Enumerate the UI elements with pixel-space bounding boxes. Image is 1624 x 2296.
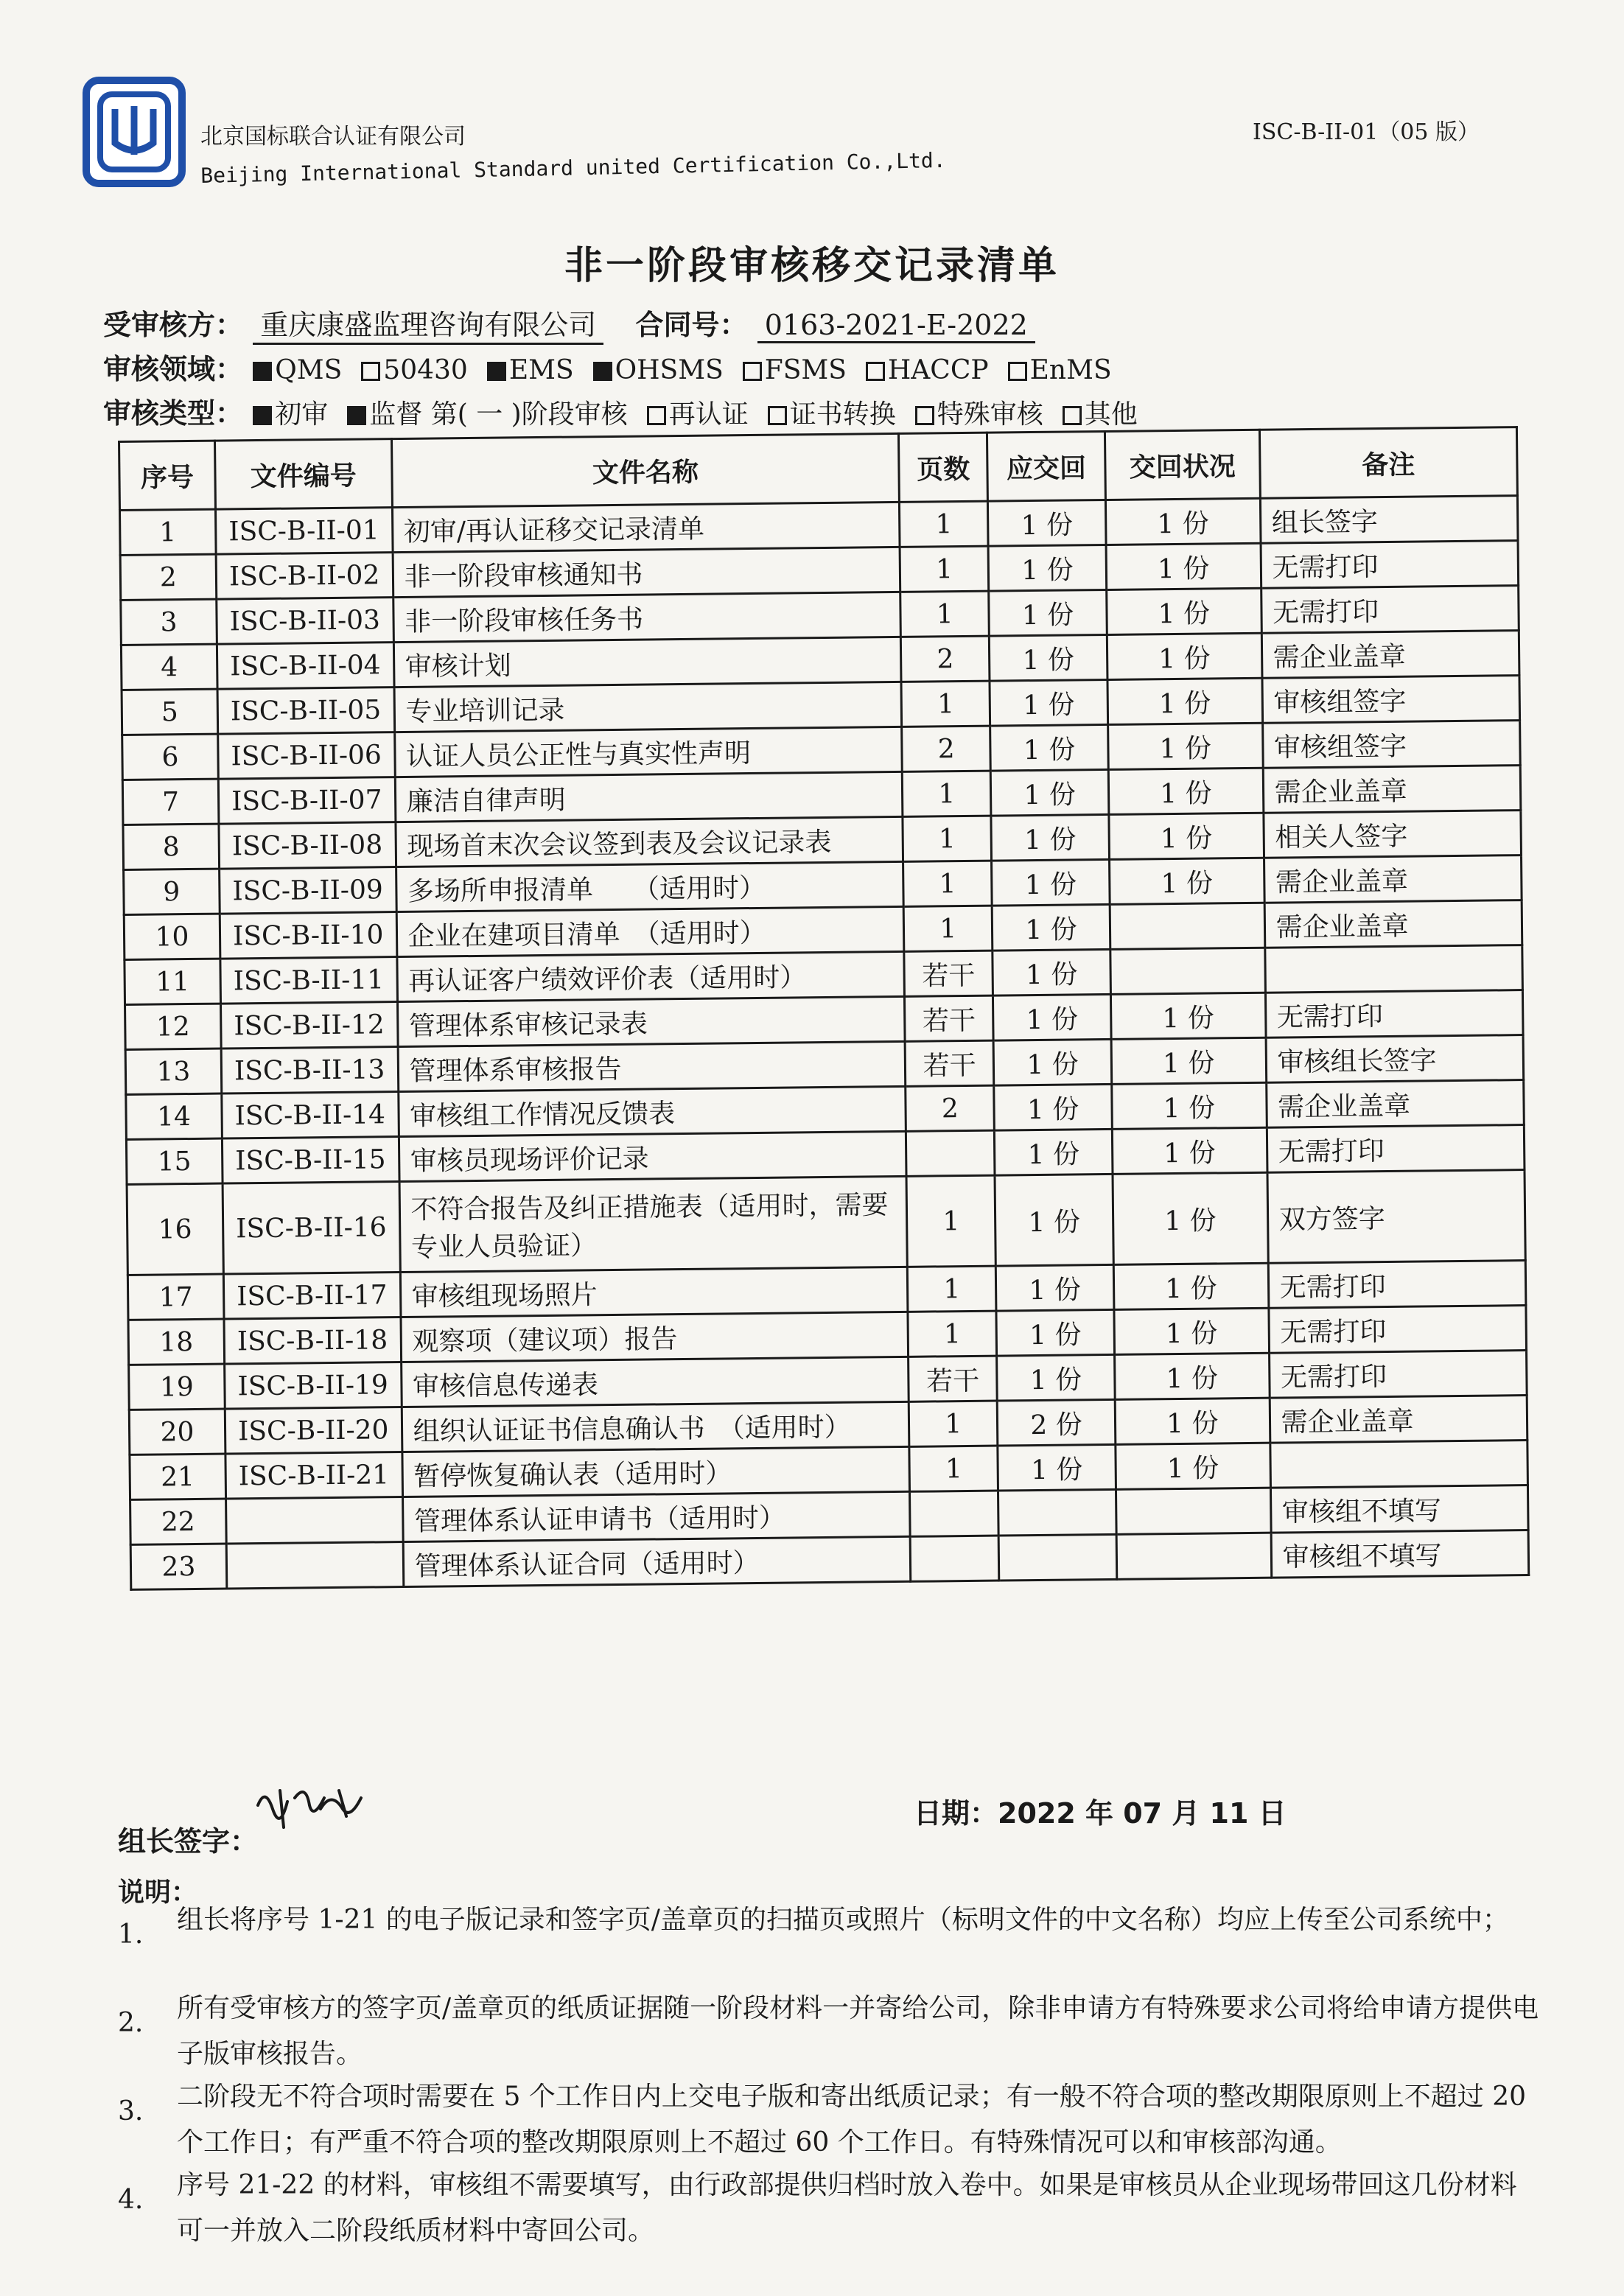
cell-note: 无需打印 — [1269, 1351, 1527, 1399]
type-option-label: 监督 第( 一 )阶段审核 — [369, 399, 628, 430]
cell-status: 1 份 — [1109, 858, 1264, 904]
cell-name: 组织认证证书信息确认书 （适用时） — [402, 1401, 909, 1452]
cell-code: ISC-B-II-09 — [219, 867, 396, 914]
note-number: 3. — [118, 2096, 144, 2127]
cell-code: ISC-B-II-02 — [216, 553, 393, 600]
field-option-label: EMS — [508, 355, 574, 385]
cell-code: ISC-B-II-20 — [225, 1407, 402, 1455]
cell-pages: 1 — [908, 1266, 997, 1312]
cell-no: 18 — [128, 1319, 225, 1365]
checkbox-icon[interactable] — [1063, 406, 1082, 425]
audit-field-label: 审核领域： — [103, 353, 244, 385]
cell-note: 需企业盖章 — [1261, 631, 1519, 679]
cell-pages: 1 — [903, 771, 992, 816]
cell-no: 3 — [121, 599, 217, 645]
cell-pages: 1 — [901, 681, 990, 727]
cell-status: 1 份 — [1108, 723, 1263, 769]
cell-status: 1 份 — [1114, 1308, 1269, 1354]
cell-code: ISC-B-II-13 — [221, 1047, 398, 1094]
header-pages: 页数 — [899, 433, 988, 502]
cell-note: 需企业盖章 — [1264, 855, 1522, 903]
cell-due: 1 份 — [993, 1039, 1111, 1085]
cell-code — [226, 1542, 403, 1589]
cell-status: 1 份 — [1115, 1353, 1270, 1399]
cell-status: 1 份 — [1105, 498, 1260, 545]
cell-due: 1 份 — [992, 859, 1110, 906]
cell-due: 1 份 — [992, 904, 1110, 951]
field-option-label: HACCP — [887, 355, 989, 385]
cell-due: 2 份 — [997, 1399, 1115, 1446]
cell-code: ISC-B-II-10 — [220, 912, 396, 959]
cell-status: 1 份 — [1110, 993, 1265, 1039]
cell-note — [1270, 1441, 1527, 1488]
cell-note: 审核组不填写 — [1271, 1530, 1529, 1578]
cell-note: 无需打印 — [1265, 990, 1523, 1038]
header-code: 文件编号 — [214, 439, 392, 510]
cell-status: 1 份 — [1111, 1037, 1266, 1084]
header-no: 序号 — [119, 441, 216, 510]
audit-type-options — [253, 397, 1157, 430]
cell-no: 11 — [125, 959, 221, 1004]
cell-pages: 1 — [903, 816, 992, 861]
cell-status — [1116, 1533, 1271, 1579]
note-text: 二阶段无不符合项时需要在 5 个工作日内上交电子版和寄出纸质记录；有一般不符合项的整改期限原则上不超过 20 个工作日；有严重不符合项的整改期限原则上不超过 60 个工作日。有特殊情况可以和审核部沟通。 — [177, 2082, 1527, 2157]
cell-status: 1 份 — [1108, 768, 1263, 814]
note-text: 组长将序号 1-21 的电子版记录和签字页/盖章页的扫描页或照片（标明文件的中文名称）均应上传至公司系统中； — [177, 1905, 1509, 1935]
cell-no: 15 — [126, 1138, 223, 1184]
note-item — [118, 1986, 1540, 2077]
cell-due: 1 份 — [995, 1264, 1113, 1311]
cell-no: 9 — [124, 869, 220, 914]
cell-due: 1 份 — [998, 1444, 1116, 1491]
cell-status: 1 份 — [1107, 678, 1262, 724]
cell-no: 23 — [130, 1544, 227, 1589]
cell-pages: 若干 — [909, 1356, 998, 1401]
cell-pages: 2 — [901, 636, 990, 682]
cell-no: 22 — [130, 1499, 227, 1544]
contract-label: 合同号： — [635, 309, 748, 341]
field-option[interactable] — [253, 355, 342, 385]
cell-no: 10 — [124, 914, 220, 959]
cell-code: ISC-B-II-15 — [222, 1137, 399, 1184]
cell-note: 相关人签字 — [1263, 811, 1521, 858]
page-title: 非一阶段审核移交记录清单 — [564, 244, 1060, 288]
cell-pages: 若干 — [904, 951, 993, 996]
type-option[interactable] — [253, 399, 328, 430]
cell-no: 20 — [129, 1409, 225, 1455]
table-body — [119, 496, 1528, 1590]
company-name-en: Beijing International Standard united Certification Co.,Ltd. — [200, 147, 946, 188]
cell-code: ISC-B-II-19 — [225, 1362, 402, 1410]
field-option-label: EnMS — [1029, 355, 1112, 385]
cell-status: 1 份 — [1106, 543, 1261, 589]
cell-note: 审核组签字 — [1262, 676, 1520, 724]
cell-due: 1 份 — [994, 1084, 1112, 1130]
cell-due: 1 份 — [991, 814, 1109, 861]
cell-code: ISC-B-II-06 — [218, 732, 395, 780]
cell-name: 审核组现场照片 — [400, 1267, 908, 1317]
handwritten-signature — [251, 1776, 368, 1835]
type-option[interactable] — [347, 399, 627, 430]
field-option-label: 50430 — [383, 355, 468, 385]
note-item — [118, 1897, 1540, 1950]
cell-note: 审核组不填写 — [1270, 1485, 1528, 1533]
cell-due: 1 份 — [997, 1354, 1115, 1401]
cell-name: 管理体系审核报告 — [398, 1041, 906, 1091]
header-note: 备注 — [1259, 427, 1517, 499]
cell-name: 认证人员公正性与真实性声明 — [394, 727, 902, 777]
type-option-label: 特殊审核 — [937, 399, 1043, 430]
cell-code: ISC-B-II-11 — [220, 957, 397, 1004]
type-option-label: 证书转换 — [789, 399, 896, 430]
cell-status: 1 份 — [1107, 633, 1261, 679]
type-option-label: 初审 — [275, 399, 329, 430]
cell-note: 无需打印 — [1268, 1261, 1526, 1309]
leader-signature-label: 组长签字： — [118, 1825, 259, 1858]
note-item — [118, 2163, 1540, 2254]
note-item — [118, 2074, 1540, 2166]
note-number: 2. — [118, 2008, 144, 2038]
cell-due: 1 份 — [990, 769, 1108, 816]
cell-note: 审核组长签字 — [1266, 1035, 1524, 1083]
cell-no: 8 — [123, 824, 220, 869]
checkbox-icon[interactable] — [1008, 362, 1027, 381]
cell-pages: 若干 — [905, 995, 994, 1041]
cell-name: 非一阶段审核任务书 — [393, 592, 900, 642]
cell-pages — [910, 1536, 999, 1581]
cell-no: 12 — [125, 1004, 222, 1049]
cell-name: 审核信息传递表 — [401, 1357, 909, 1407]
cell-due: 1 份 — [990, 724, 1108, 771]
field-option[interactable] — [1008, 355, 1112, 385]
cell-note: 双方签字 — [1267, 1170, 1526, 1264]
checkbox-icon[interactable] — [253, 406, 272, 425]
cell-code: ISC-B-II-04 — [217, 643, 393, 690]
cell-due: 1 份 — [988, 545, 1106, 591]
client-row — [103, 302, 1035, 345]
field-option[interactable] — [487, 355, 574, 385]
field-option[interactable] — [866, 355, 989, 385]
cell-pages — [906, 1130, 995, 1176]
cell-no: 2 — [120, 554, 217, 600]
type-option[interactable] — [647, 399, 749, 430]
cell-no: 1 — [119, 509, 216, 555]
cell-no: 19 — [129, 1364, 225, 1410]
header-name: 文件名称 — [391, 433, 900, 507]
cell-pages: 1 — [900, 501, 989, 547]
audit-field-options — [253, 353, 1130, 385]
type-option[interactable] — [768, 399, 896, 430]
client-value: 重庆康盛监理咨询有限公司 — [253, 302, 603, 345]
cell-pages — [910, 1491, 999, 1536]
cell-status: 1 份 — [1115, 1398, 1270, 1444]
cell-no: 7 — [122, 779, 219, 825]
company-name-cn: 北京国标联合认证有限公司 — [200, 124, 466, 150]
cell-name: 多场所申报清单 （适用时） — [396, 861, 903, 911]
cell-due — [998, 1489, 1116, 1536]
cell-pages: 2 — [906, 1085, 995, 1131]
checkbox-icon[interactable] — [347, 406, 366, 425]
cell-status: 1 份 — [1113, 1263, 1268, 1309]
cell-pages: 1 — [900, 546, 989, 592]
cell-pages: 1 — [900, 591, 990, 637]
cell-code: ISC-B-II-12 — [220, 1002, 397, 1049]
cell-status: 1 份 — [1112, 1082, 1267, 1129]
cell-name: 观察项（建议项）报告 — [401, 1312, 909, 1362]
cell-due — [998, 1534, 1116, 1581]
cell-name: 暂停恢复确认表（适用时） — [402, 1446, 909, 1497]
cell-name: 专业培训记录 — [394, 682, 902, 732]
cell-code — [225, 1497, 402, 1544]
cell-due: 1 份 — [993, 949, 1110, 995]
field-option[interactable] — [593, 355, 724, 385]
cell-code: ISC-B-II-05 — [217, 687, 394, 735]
document-code: ISC-B-II-01（05 版） — [1253, 119, 1480, 145]
cell-due: 1 份 — [990, 634, 1107, 681]
cell-due: 1 份 — [995, 1174, 1113, 1266]
cell-code: ISC-B-II-21 — [225, 1452, 402, 1499]
cell-no: 21 — [130, 1454, 226, 1499]
logo-mark-icon — [90, 84, 178, 180]
cell-note: 无需打印 — [1261, 586, 1519, 634]
cell-code: ISC-B-II-01 — [215, 508, 392, 555]
cell-note: 无需打印 — [1267, 1125, 1525, 1173]
cell-name: 不符合报告及纠正措施表（适用时，需要专业人员验证） — [399, 1176, 908, 1272]
cell-status: 1 份 — [1113, 1172, 1268, 1264]
cell-code: ISC-B-II-18 — [224, 1317, 401, 1365]
checkbox-icon[interactable] — [915, 406, 934, 425]
cell-no: 13 — [125, 1049, 222, 1094]
cell-status — [1110, 903, 1264, 949]
cell-note: 需企业盖章 — [1264, 900, 1522, 948]
contract-value: 0163-2021-E-2022 — [757, 309, 1035, 343]
cell-note: 审核组签字 — [1262, 721, 1520, 769]
checkbox-icon[interactable] — [593, 362, 612, 381]
cell-code: ISC-B-II-14 — [222, 1092, 399, 1139]
type-option-label: 再认证 — [668, 399, 749, 430]
cell-name: 非一阶段审核通知书 — [393, 547, 900, 597]
cell-name: 审核员现场评价记录 — [399, 1131, 906, 1181]
field-option-label: QMS — [275, 355, 343, 385]
cell-pages: 1 — [909, 1446, 998, 1491]
note-text: 序号 21-22 的材料，审核组不需要填写，由行政部提供归档时放入卷中。如果是审核员从企业现场带回这几份材料可一并放入二阶段纸质材料中寄回公司。 — [177, 2170, 1517, 2246]
field-option-label: OHSMS — [615, 355, 724, 385]
audit-type-label: 审核类型： — [103, 397, 244, 430]
header-status: 交回状况 — [1105, 430, 1260, 500]
cell-status: 1 份 — [1116, 1443, 1270, 1489]
cell-name: 审核计划 — [393, 637, 901, 687]
cell-status — [1116, 1488, 1270, 1534]
company-logo — [83, 77, 186, 187]
cell-pages: 1 — [903, 861, 993, 906]
records-table — [118, 426, 1530, 1591]
cell-name: 管理体系审核记录表 — [397, 996, 905, 1046]
cell-due: 1 份 — [989, 589, 1107, 636]
cell-pages: 1 — [909, 1401, 998, 1446]
type-option[interactable] — [1063, 399, 1138, 430]
cell-code: ISC-B-II-07 — [218, 777, 395, 825]
notes-title: 说明： — [118, 1877, 198, 1908]
checkbox-icon[interactable] — [743, 362, 762, 381]
field-option-label: FSMS — [764, 355, 847, 385]
cell-code: ISC-B-II-16 — [223, 1182, 400, 1275]
cell-code: ISC-B-II-03 — [217, 598, 393, 645]
checkbox-icon[interactable] — [361, 362, 380, 381]
cell-code: ISC-B-II-08 — [219, 822, 396, 869]
cell-due: 1 份 — [995, 1129, 1113, 1175]
cell-due: 1 份 — [990, 679, 1107, 726]
checkbox-icon[interactable] — [647, 406, 666, 425]
cell-note: 需企业盖章 — [1270, 1396, 1527, 1443]
cell-no: 4 — [121, 644, 217, 690]
cell-no: 6 — [122, 734, 219, 780]
cell-name: 管理体系认证合同（适用时） — [403, 1536, 911, 1586]
note-text: 所有受审核方的签字页/盖章页的纸质证据随一阶段材料一并寄给公司，除非申请方有特殊要求公司将给申请方提供电子版审核报告。 — [177, 1993, 1539, 2069]
checkbox-icon[interactable] — [768, 406, 787, 425]
cell-note: 无需打印 — [1269, 1306, 1527, 1354]
cell-due: 1 份 — [988, 500, 1106, 546]
cell-pages: 1 — [908, 1311, 997, 1357]
checkbox-icon[interactable] — [253, 362, 272, 381]
cell-name: 初审/再认证移交记录清单 — [392, 502, 900, 552]
cell-pages: 1 — [906, 1175, 995, 1267]
field-option[interactable] — [361, 355, 468, 385]
cell-pages: 若干 — [905, 1040, 994, 1086]
cell-pages: 2 — [902, 726, 991, 771]
type-option-label: 其他 — [1084, 399, 1138, 430]
cell-no: 14 — [126, 1093, 223, 1139]
cell-status: 1 份 — [1107, 588, 1261, 634]
cell-name: 企业在建项目清单 （适用时） — [396, 906, 904, 956]
cell-pages: 1 — [903, 906, 993, 951]
field-option[interactable] — [743, 355, 847, 385]
cell-no: 17 — [127, 1274, 224, 1320]
cell-name: 廉洁自律声明 — [395, 771, 903, 822]
cell-status: 1 份 — [1109, 813, 1264, 859]
cell-note — [1264, 945, 1522, 993]
type-option[interactable] — [915, 399, 1043, 430]
cell-note: 组长签字 — [1260, 496, 1518, 544]
cell-code: ISC-B-II-17 — [223, 1273, 400, 1320]
cell-status — [1110, 948, 1265, 994]
cell-name: 审核组工作情况反馈表 — [398, 1086, 906, 1136]
note-number: 4. — [118, 2185, 144, 2215]
client-label: 受审核方： — [103, 309, 244, 341]
cell-name: 现场首末次会议签到表及会议记录表 — [396, 816, 903, 867]
audit-field-row — [103, 346, 1131, 387]
cell-status: 1 份 — [1112, 1127, 1267, 1174]
checkbox-icon[interactable] — [866, 362, 885, 381]
cell-no: 5 — [122, 689, 218, 735]
cell-note: 需企业盖章 — [1266, 1080, 1524, 1128]
cell-no: 16 — [127, 1183, 223, 1275]
date: 日期：2022 年 07 月 11 日 — [914, 1797, 1287, 1830]
cell-note: 无需打印 — [1261, 541, 1519, 589]
header-due: 应交回 — [987, 431, 1106, 501]
cell-due: 1 份 — [996, 1309, 1114, 1356]
note-number: 1. — [118, 1919, 144, 1950]
cell-note: 需企业盖章 — [1263, 766, 1521, 813]
checkbox-icon[interactable] — [487, 362, 506, 381]
cell-name: 管理体系认证申请书（适用时） — [402, 1491, 910, 1541]
audit-type-row — [103, 391, 1157, 431]
cell-due: 1 份 — [993, 994, 1111, 1040]
cell-name: 再认证客户绩效评价表（适用时） — [396, 951, 904, 1001]
table-row — [127, 1170, 1525, 1275]
